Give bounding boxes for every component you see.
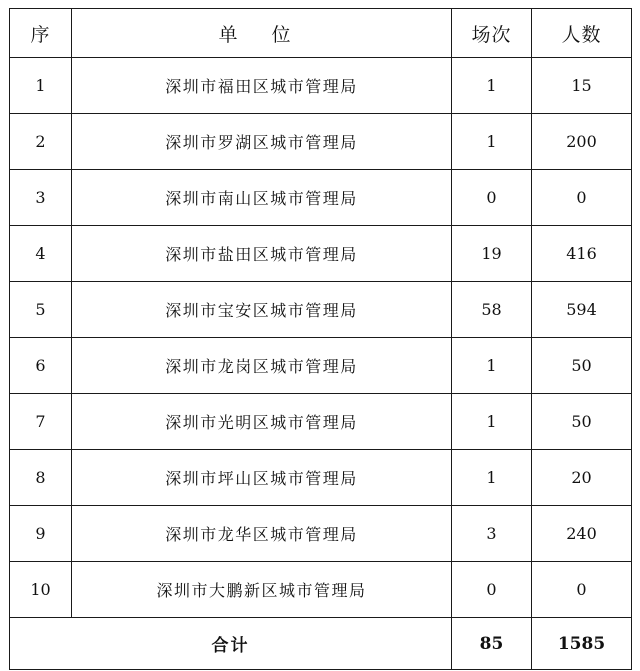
header-people: 人数	[532, 9, 632, 58]
header-seq: 序	[10, 9, 72, 58]
table-row	[10, 170, 632, 226]
cell-people: 50	[532, 338, 632, 394]
cell-seq: 3	[10, 170, 72, 226]
cell-unit: 深圳市南山区城市管理局	[72, 170, 452, 226]
table-row	[10, 394, 632, 450]
table-row	[10, 282, 632, 338]
cell-sessions: 19	[452, 226, 532, 282]
cell-people: 15	[532, 58, 632, 114]
total-people: 1585	[532, 618, 632, 670]
table-row	[10, 114, 632, 170]
cell-sessions: 1	[452, 394, 532, 450]
cell-unit: 深圳市光明区城市管理局	[72, 394, 452, 450]
table-row	[10, 450, 632, 506]
cell-sessions: 1	[452, 450, 532, 506]
cell-sessions: 1	[452, 58, 532, 114]
cell-people: 416	[532, 226, 632, 282]
cell-sessions: 58	[452, 282, 532, 338]
cell-people: 200	[532, 114, 632, 170]
cell-people: 0	[532, 170, 632, 226]
table-row	[10, 226, 632, 282]
total-row	[10, 618, 632, 670]
cell-seq: 2	[10, 114, 72, 170]
cell-seq: 5	[10, 282, 72, 338]
table-row	[10, 58, 632, 114]
cell-seq: 9	[10, 506, 72, 562]
total-sessions: 85	[452, 618, 532, 670]
cell-people: 594	[532, 282, 632, 338]
cell-unit: 深圳市龙岗区城市管理局	[72, 338, 452, 394]
header-unit: 单 位	[72, 9, 452, 58]
statistics-table	[9, 8, 632, 670]
cell-seq: 8	[10, 450, 72, 506]
cell-unit: 深圳市盐田区城市管理局	[72, 226, 452, 282]
cell-seq: 10	[10, 562, 72, 618]
cell-unit: 深圳市罗湖区城市管理局	[72, 114, 452, 170]
cell-seq: 1	[10, 58, 72, 114]
header-sessions: 场次	[452, 9, 532, 58]
cell-sessions: 3	[452, 506, 532, 562]
cell-unit: 深圳市宝安区城市管理局	[72, 282, 452, 338]
cell-people: 0	[532, 562, 632, 618]
header-row	[10, 9, 632, 58]
cell-sessions: 0	[452, 170, 532, 226]
cell-sessions: 1	[452, 114, 532, 170]
table-row	[10, 506, 632, 562]
total-label: 合计	[10, 618, 452, 670]
cell-people: 20	[532, 450, 632, 506]
cell-people: 240	[532, 506, 632, 562]
cell-unit: 深圳市大鹏新区城市管理局	[72, 562, 452, 618]
cell-seq: 6	[10, 338, 72, 394]
cell-unit: 深圳市坪山区城市管理局	[72, 450, 452, 506]
cell-seq: 7	[10, 394, 72, 450]
cell-unit: 深圳市龙华区城市管理局	[72, 506, 452, 562]
cell-unit: 深圳市福田区城市管理局	[72, 58, 452, 114]
table-row	[10, 562, 632, 618]
table-row	[10, 338, 632, 394]
cell-sessions: 0	[452, 562, 532, 618]
cell-people: 50	[532, 394, 632, 450]
cell-sessions: 1	[452, 338, 532, 394]
cell-seq: 4	[10, 226, 72, 282]
